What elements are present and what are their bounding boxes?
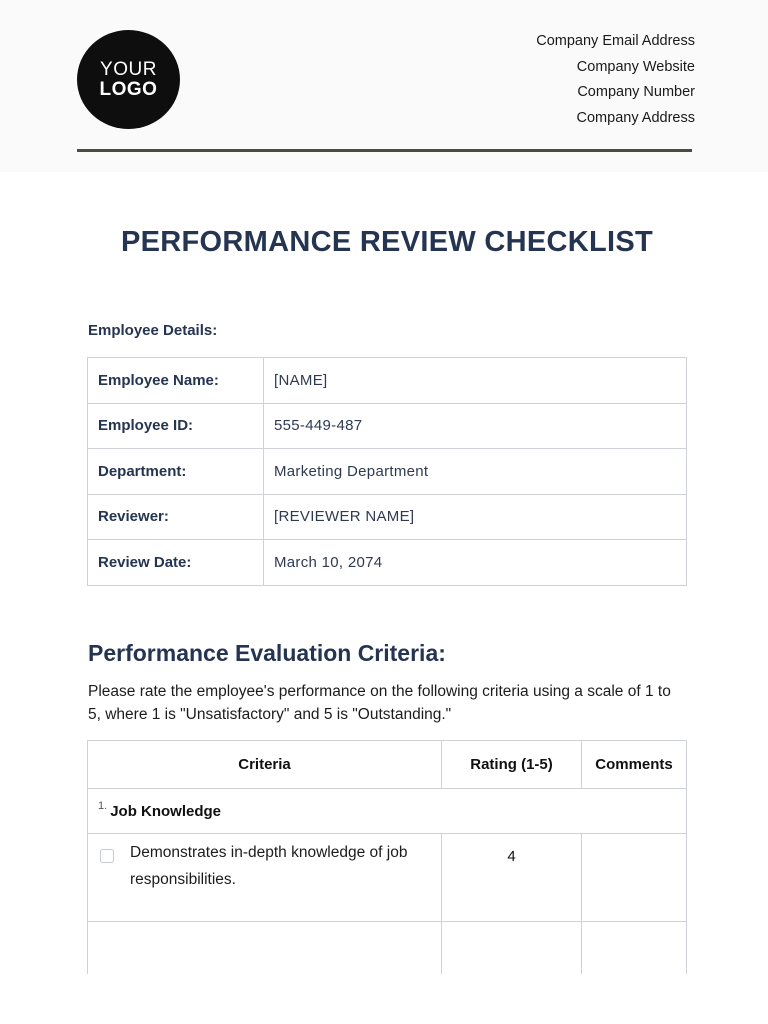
empty-criteria-cell[interactable] [88, 922, 442, 975]
table-row [88, 403, 687, 449]
table-row [88, 540, 687, 586]
category-cell [88, 789, 687, 834]
criteria-item-text: Demonstrates in-depth knowledge of job responsibilities. [130, 844, 408, 888]
comments-column-header: Comments [582, 741, 687, 789]
employee-name-label: Employee Name: [88, 358, 264, 404]
employee-details-table [87, 357, 687, 586]
rating-cell[interactable]: 4 [442, 834, 582, 922]
comments-cell[interactable] [582, 834, 687, 922]
criteria-item-row [88, 834, 687, 922]
employee-details-heading: Employee Details: [88, 322, 218, 339]
table-row [88, 494, 687, 540]
empty-row [88, 922, 687, 975]
empty-comments-cell[interactable] [582, 922, 687, 975]
employee-name-value: [NAME] [264, 358, 687, 404]
logo-line-2: LOGO [99, 78, 158, 100]
department-label: Department: [88, 449, 264, 495]
category-label: Job Knowledge [110, 802, 222, 820]
employee-id-value: 555-449-487 [264, 403, 687, 449]
table-row [88, 449, 687, 495]
evaluation-instructions: Please rate the employee's performance on the following criteria using a scale of 1 to 5, where 1 is "Unsatisfactory" and 5 is "Outstanding." [88, 683, 671, 723]
logo-line-1: YOUR [100, 58, 157, 80]
criteria-column-header: Criteria [88, 741, 442, 789]
header-divider [77, 149, 692, 152]
criteria-header-row [88, 741, 687, 789]
review-date-value: March 10, 2074 [264, 540, 687, 586]
company-address: Company Address [576, 109, 695, 126]
department-value: Marketing Department [264, 449, 687, 495]
category-row [88, 789, 687, 834]
reviewer-label: Reviewer: [88, 494, 264, 540]
category-number: 1. [98, 799, 108, 812]
evaluation-criteria-heading: Performance Evaluation Criteria: [88, 640, 446, 666]
company-contact-block [536, 32, 695, 134]
reviewer-value: [REVIEWER NAME] [264, 494, 687, 540]
document-title: PERFORMANCE REVIEW CHECKLIST [120, 226, 654, 258]
criteria-table [87, 740, 687, 974]
company-website: Company Website [576, 58, 695, 75]
company-number: Company Number [577, 84, 695, 100]
company-email: Company Email Address [536, 33, 695, 49]
employee-id-label: Employee ID: [88, 403, 264, 449]
table-row [88, 358, 687, 404]
review-date-label: Review Date: [88, 540, 264, 586]
item-checkbox[interactable] [100, 849, 114, 863]
empty-rating-cell[interactable] [442, 922, 582, 975]
rating-column-header: Rating (1-5) [442, 741, 582, 789]
criteria-item-cell [88, 834, 442, 922]
company-logo [77, 30, 180, 129]
